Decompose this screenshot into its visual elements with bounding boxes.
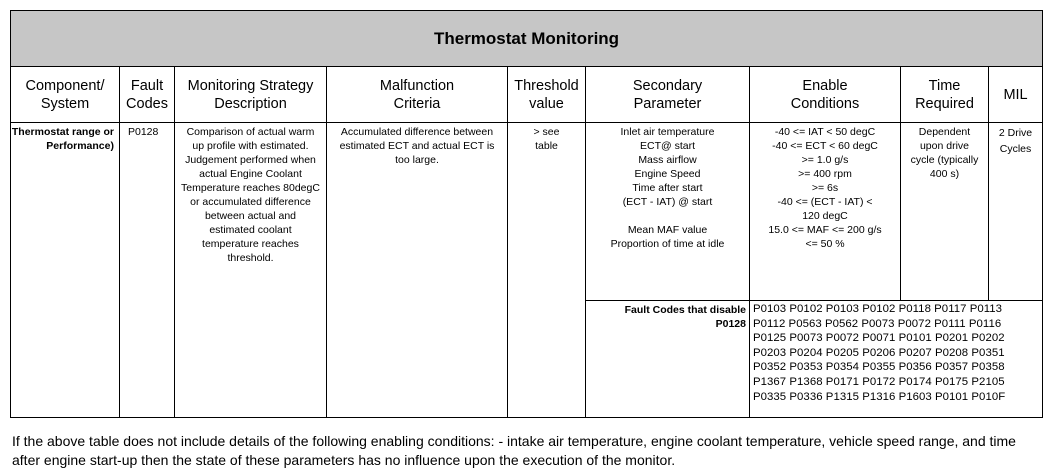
- header-fault-codes-text: Fault Codes: [126, 77, 168, 112]
- cond-speed: >= 400 rpm: [798, 168, 852, 180]
- header-component: [11, 67, 120, 123]
- thermostat-monitoring-table: [10, 10, 1043, 418]
- disable-codes-line: P0352 P0353 P0354 P0355 P0356 P0357 P0358: [753, 361, 1005, 374]
- cond-iat: -40 <= IAT < 50 degC: [774, 126, 876, 138]
- param-iat: Inlet air temperature: [620, 126, 715, 138]
- param-mean-maf: Mean MAF value: [627, 224, 708, 236]
- mil-cell: 2 Drive Cycles: [989, 123, 1043, 301]
- secondary-params-cell: [586, 123, 750, 301]
- cond-mean-maf: 15.0 <= MAF <= 200 g/s: [768, 224, 882, 236]
- disable-codes-line: P0103 P0102 P0103 P0102 P0118 P0117 P0113: [753, 303, 1003, 315]
- param-idle: Proportion of time at idle: [610, 238, 725, 250]
- header-time-text: Time Required: [915, 77, 974, 112]
- param-maf: Mass airflow: [638, 154, 697, 166]
- header-time: [901, 67, 989, 123]
- param-ect: ECT@ start: [640, 140, 695, 152]
- disable-codes-line: P0335 P0336 P1315 P1316 P1603 P0101 P010F: [753, 390, 1006, 403]
- cond-time: >= 6s: [811, 182, 839, 194]
- header-secondary-text: Secondary Parameter: [632, 77, 703, 112]
- footnote: If the above table does not include details of the following enabling conditions: - intake air temperature, engine coolant temperature, vehicle speed range, and time after engine start-up then the state of these parameters has no influence upon the execution of the monitor.: [12, 433, 1016, 468]
- header-secondary: [586, 67, 750, 123]
- header-enable: [750, 67, 901, 123]
- header-enable-text: Enable Conditions: [790, 77, 860, 112]
- enable-conditions-cell: [750, 123, 901, 301]
- header-threshold-text: Threshold value: [514, 77, 579, 112]
- header-component-text: Component/ System: [25, 77, 105, 112]
- component-cell: Thermostat range or Performance): [11, 123, 120, 418]
- criteria-cell: Accumulated difference between estimated ECT and actual ECT is too large.: [327, 123, 508, 418]
- disable-codes-line: P1367 P1368 P0171 P0172 P0174 P0175 P2105: [753, 375, 1005, 388]
- header-strategy: [175, 67, 327, 123]
- param-speed: Engine Speed: [634, 168, 701, 180]
- threshold-cell: > see table: [508, 123, 586, 418]
- strategy-cell: Comparison of actual warm up profile with estimated. Judgement performed when actual Engine Coolant Temperature reaches 80degC or accumulated difference between actual and estimated coolant temperature reaches threshold.: [175, 123, 327, 418]
- header-strategy-text: Monitoring Strategy Description: [187, 77, 314, 112]
- param-time: Time after start: [632, 182, 703, 194]
- param-ect-iat: (ECT - IAT) @ start: [622, 196, 713, 208]
- disable-codes-line: P0125 P0073 P0072 P0071 P0101 P0201 P0202: [753, 332, 1005, 345]
- header-criteria-text: Malfunction Criteria: [379, 77, 455, 112]
- cond-ect: -40 <= ECT < 60 degC: [772, 140, 878, 152]
- header-criteria: [327, 67, 508, 123]
- disable-codes-line: P0112 P0563 P0562 P0073 P0072 P0111 P0116: [753, 317, 1002, 330]
- header-threshold: [508, 67, 586, 123]
- time-required-cell: Dependent upon drive cycle (typically 400 s): [901, 123, 989, 301]
- table-title: Thermostat Monitoring: [11, 11, 1043, 67]
- disable-codes-line: P0203 P0204 P0205 P0206 P0207 P0208 P0351: [753, 346, 1005, 359]
- cond-ect-iat: -40 <= (ECT - IAT) < 120 degC: [777, 196, 873, 222]
- header-mil: [989, 67, 1043, 123]
- header-mil-text: MIL: [1003, 86, 1028, 103]
- fault-code-cell: P0128: [120, 123, 175, 418]
- disable-codes-cell: [750, 301, 1043, 418]
- header-fault-codes: [120, 67, 175, 123]
- disable-label-cell: Fault Codes that disable P0128: [586, 301, 750, 418]
- cond-maf: >= 1.0 g/s: [801, 154, 849, 166]
- cond-idle: <= 50 %: [805, 238, 845, 250]
